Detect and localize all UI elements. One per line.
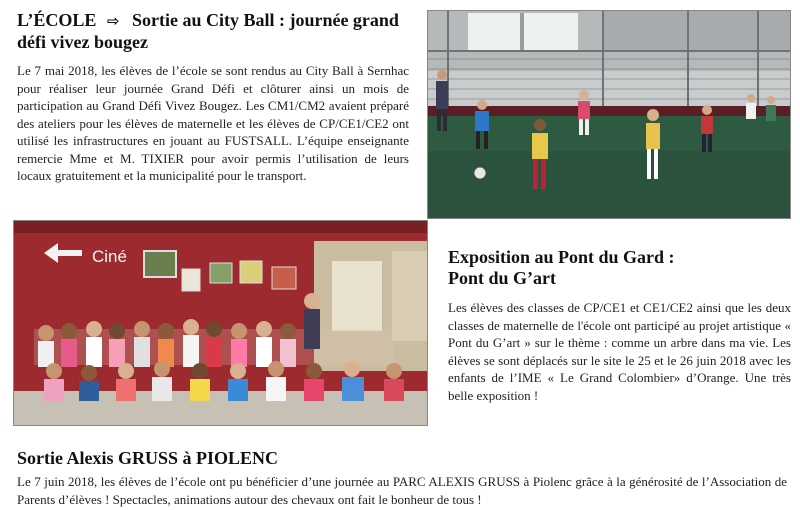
article-title	[17, 10, 409, 53]
arrow-icon: ⇨	[106, 12, 120, 30]
article-title	[448, 247, 791, 289]
article-city-ball	[17, 10, 409, 185]
article-body: Le 7 mai 2018, les élèves de l’école se sont rendus au City Ball à Sernhac pour réaliser leur journée Grand Défi et clôturer ainsi un mois de participation au Grand Défi Vivez Bougez. Les CM1/CM2 avaient préparé des ateliers pour les élèves de maternelle et les élèves de CP/CE1/CE2 ont utilisé les infrastructures en jouant au FUSTSALL. L’équipe enseignante remercie Mme et M. TIXIER pour avoir permis l’utilisation de leurs locaux gratuitement et la municipalité pour le transport.	[17, 63, 409, 183]
article-pont-du-gard	[448, 247, 791, 404]
article-body: Le 7 juin 2018, les élèves de l’école ont pu bénéficier d’une journée au PARC ALEXIS GRUSS à Piolenc grâce à la générosité de l’Association de Parents d’élèves ! Spectacles, animations autour des chevaux ont fait le bonheur de tous !	[17, 474, 787, 507]
article-title: Sortie Alexis GRUSS à PIOLENC	[17, 448, 279, 468]
title-rest: Sortie au City Ball : journée grand défi vivez bougez	[17, 10, 399, 52]
title-line1: Exposition au Pont du Gard :	[448, 247, 675, 267]
cine-sign: Ciné	[92, 247, 127, 266]
title-line2: Pont du G’art	[448, 268, 556, 288]
title-prefix: L’ÉCOLE	[17, 10, 97, 30]
photo-children-group	[13, 220, 428, 426]
article-body: Les élèves des classes de CP/CE1 et CE1/CE2 ainsi que les deux classes de maternelle de l'école ont participé au projet artistique « Pont du G’art » sur le thème : comme un arbre dans ma vie. Les élèves se sont déplacés sur le site le 25 et le 26 juin 2018 avec les enfants de l’IME « Le Grand Colombier» d’Orange. Une très belle exposition !	[448, 300, 791, 403]
photo-futsal-hall	[427, 10, 791, 219]
article-gruss	[17, 448, 787, 508]
